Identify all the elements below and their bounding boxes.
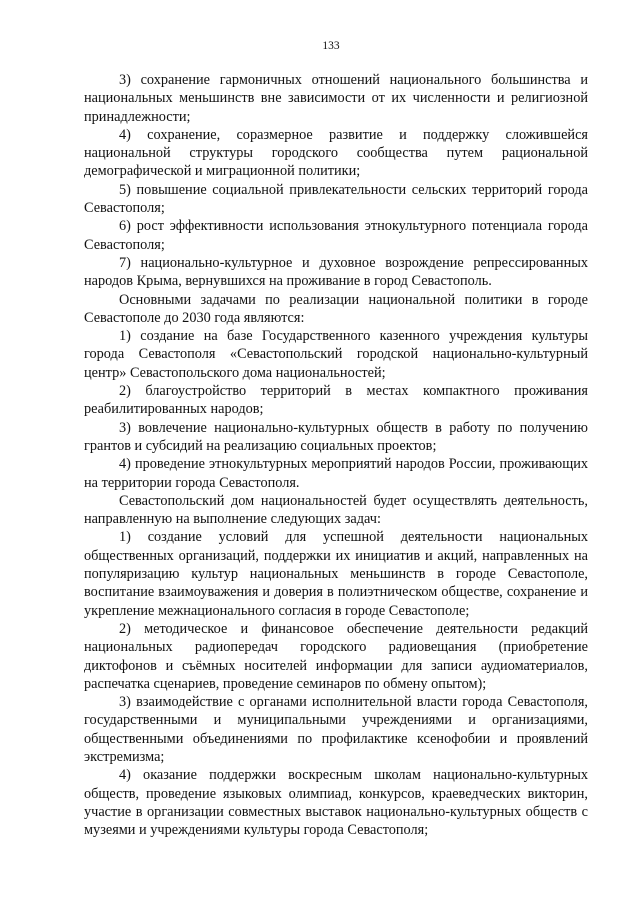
paragraph: 1) создание условий для успешной деятельности национальных общественных организаций, поддержки их инициатив и акций, направленных на популяризацию культур национальных меньшинств в городе Севастополе, воспитание взаимоуважения и доверия в полиэтническом обществе, сохранение и укрепление межнационального согласия в городе Севастополе; <box>84 529 588 619</box>
paragraph: 4) оказание поддержки воскресным школам национально-культурных обществ, проведение языковых олимпиад, конкурсов, краеведческих викторин, участие в организации совместных выставок национально-культурных обществ с музеями и учреждениями культуры города Севастополя; <box>84 767 588 839</box>
paragraph: Основными задачами по реализации национальной политики в городе Севастополе до 2030 года являются: <box>84 291 588 326</box>
paragraph: 1) создание на базе Государственного казенного учреждения культуры города Севастополя «Севастопольский городской национально-культурный центр» Севастопольского дома национальностей; <box>84 328 588 381</box>
paragraph: 2) благоустройство территорий в местах компактного проживания реабилитированных народов; <box>84 383 588 418</box>
paragraph: 4) сохранение, соразмерное развитие и поддержку сложившейся национальной структуры городского сообщества путем рациональной демографической и миграционной политики; <box>84 126 588 180</box>
paragraph: 2) методическое и финансовое обеспечение деятельности редакций национальных радиопередач городского радиовещания (приобретение диктофонов и съёмных носителей информации для записи аудиоматериалов, распечатка сценариев, проведение семинаров по обмену опытом); <box>84 620 588 692</box>
paragraph: 6) рост эффективности использования этнокультурного потенциала города Севастополя; <box>84 218 588 253</box>
paragraph: 7) национально-культурное и духовное возрождение репрессированных народов Крыма, вернувшихся на проживание в город Севастополь. <box>84 254 588 290</box>
document-body <box>84 71 588 839</box>
page-number: 133 <box>322 40 340 52</box>
paragraph: 3) взаимодействие с органами исполнительной власти города Севастополя, государственными и муниципальными учреждениями и организациями, общественными объединениями по профилактике ксенофобии и проявлений экстремизма; <box>84 694 588 765</box>
paragraph: Севастопольский дом национальностей будет осуществлять деятельность, направленную на выполнение следующих задач: <box>84 492 588 528</box>
paragraph: 3) сохранение гармоничных отношений национального большинства и национальных меньшинств вне зависимости от их численности и религиозной принадлежности; <box>84 72 588 125</box>
paragraph: 3) вовлечение национально-культурных обществ в работу по получению грантов и субсидий на реализацию социальных проектов; <box>84 419 588 454</box>
paragraph: 5) повышение социальной привлекательности сельских территорий города Севастополя; <box>84 181 588 217</box>
paragraph: 4) проведение этнокультурных мероприятий народов России, проживающих на территории города Севастополя. <box>84 456 588 491</box>
